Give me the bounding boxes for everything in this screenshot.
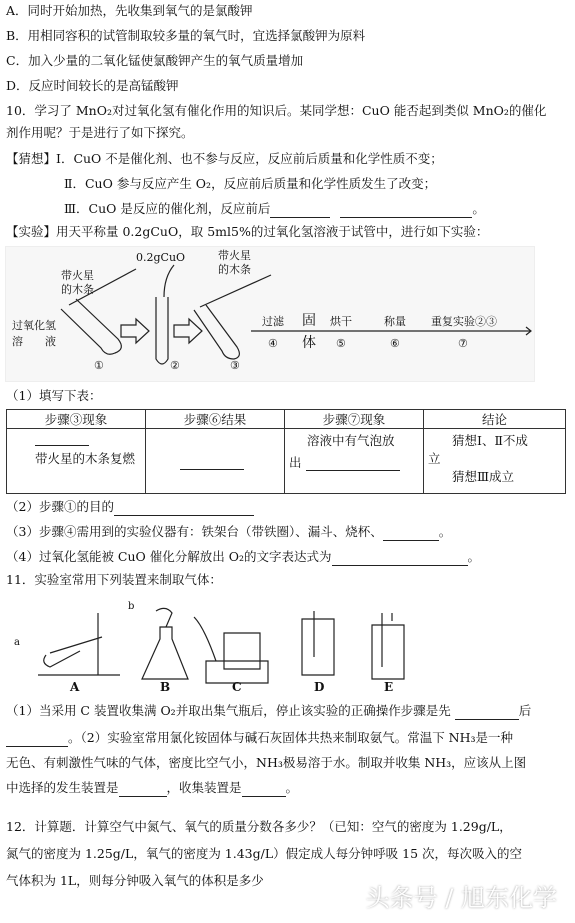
step-4-num: ④ <box>268 337 278 350</box>
step-2-num: ② <box>170 359 180 372</box>
q10-2-text: （2）步骤①的目的 <box>6 499 114 514</box>
device-a-flame <box>44 651 80 667</box>
q11-line-1-end: 后 <box>518 703 532 718</box>
table-header: 步骤⑥结果 <box>146 410 285 429</box>
table-header: 结论 <box>424 410 566 429</box>
device-label-b: B <box>160 680 171 694</box>
step-5-label: 烘干 <box>330 315 352 328</box>
q11-line-1-text: （1）当采用 C 装置收集满 O₂并取出集气瓶后，停止该实验的正确操作步骤是先 <box>6 703 451 718</box>
blank[interactable] <box>383 526 439 541</box>
h2o2-label-b: 溶 液 <box>12 335 56 348</box>
blank[interactable] <box>114 501 254 516</box>
experiment-label: 【实验】用天平称量 0.2gCuO，取 5ml5%的过氧化氢溶液于试管中，进行如下实验： <box>6 224 489 239</box>
blank[interactable] <box>270 203 330 218</box>
guess-3-text: Ⅲ．CuO 是反应的催化剂，反应前后 <box>64 201 271 216</box>
step-3-num: ③ <box>230 359 240 372</box>
q11-line-4c: 。 <box>285 780 299 795</box>
blank[interactable] <box>119 782 167 797</box>
guess-1: 【猜想】Ⅰ．CuO 不是催化剂、也不参与反应，反应前后质量和化学性质不变； <box>6 151 443 166</box>
option-d: D．反应时间较长的是高锰酸钾 <box>6 78 179 93</box>
device-d <box>302 611 334 675</box>
option-a: A．同时开始加热，先收集到氧气的是氯酸钾 <box>6 3 253 18</box>
q11-title: 11．实验室常用下列装置来制取气体： <box>6 572 222 587</box>
splint-label-2: 带火星 <box>218 249 251 262</box>
table-header: 步骤⑦现象 <box>285 410 424 429</box>
splint-label-2b: 的木条 <box>218 263 251 276</box>
q10-intro-1: 10．学习了 MnO₂对过氧化氢有催化作用的知识后。某同学想：CuO 能否起到类似 MnO₂的催化 <box>6 103 547 118</box>
guess-3: Ⅲ．CuO 是反应的催化剂，反应前后 。 <box>64 201 485 216</box>
step-6-label: 称量 <box>384 315 406 328</box>
table-cell <box>146 429 285 494</box>
q12-line-2: 氮气的密度为 1.25g/L，氧气的密度为 1.43g/L）假定成人每分钟呼吸 15 次，每次吸入的空 <box>6 846 522 861</box>
table-header: 步骤③现象 <box>7 410 146 429</box>
q10-3-text: （3）步骤④需用到的实验仪器有：铁架台（带铁圈）、漏斗、烧杯、 <box>6 524 383 539</box>
step-7-label: 重复实验②③ <box>431 315 497 328</box>
q11-line-4b: ，收集装置是 <box>166 780 242 795</box>
table-cell <box>7 429 146 494</box>
cuo-spatula <box>164 265 174 297</box>
cell-text: 出 <box>289 455 302 470</box>
experiment-figure <box>5 246 535 382</box>
cell-text: 溶液中有气泡放 <box>307 433 395 448</box>
solid-label-2: 体 <box>302 335 316 351</box>
q10-4: （4）过氧化氢能被 CuO 催化分解放出 O₂的文字表达式为 。 <box>6 549 481 564</box>
blank[interactable] <box>340 203 472 218</box>
splint-label-1b: 的木条 <box>61 283 94 296</box>
blank[interactable] <box>455 705 519 720</box>
apparatus-figure <box>10 597 410 694</box>
q10-3: （3）步骤④需用到的实验仪器有：铁架台（带铁圈）、漏斗、烧杯、 。 <box>6 524 452 539</box>
blank[interactable] <box>306 456 400 471</box>
q10-4-text: （4）过氧化氢能被 CuO 催化分解放出 O₂的文字表达式为 <box>6 549 332 564</box>
q10-2 <box>6 498 254 516</box>
watermark: 头条号 / 旭东化学 <box>365 884 557 912</box>
experiment-diagram <box>6 247 534 381</box>
step-7-num: ⑦ <box>458 337 468 350</box>
device-label-d: D <box>314 680 325 694</box>
blank[interactable] <box>6 732 68 747</box>
q12-line-3: 气体积为 1L，则每分钟吸入氧气的体积是多少 <box>6 873 264 888</box>
q11-line-2-text: 。（2）实验室常用氯化铵固体与碱石灰固体共热来制取氨气。常温下 NH₃是一种 <box>68 730 514 745</box>
solid-label-1: 固 <box>302 313 316 329</box>
cuo-label: 0.2gCuO <box>136 251 186 264</box>
device-label-c: C <box>232 680 242 694</box>
device-b-funnel <box>156 608 172 627</box>
q10-intro-2: 剂作用呢？于是进行了如下探究。 <box>6 125 194 140</box>
splint-2 <box>200 275 271 307</box>
step-4-label: 过滤 <box>262 315 284 328</box>
arrow-1 <box>121 319 149 343</box>
step-5-num: ⑤ <box>336 337 346 350</box>
device-label-a: A <box>70 680 80 694</box>
device-c-tube <box>194 617 216 661</box>
step-1-num: ① <box>94 359 104 372</box>
q11-line-1 <box>6 702 531 720</box>
splint-label-1: 带火星 <box>61 269 94 282</box>
q11-line-4 <box>6 779 298 797</box>
device-e <box>372 613 404 679</box>
mark-b: b <box>128 601 135 612</box>
arrow-2 <box>174 319 202 343</box>
cell-text: 猜想Ⅲ成立 <box>452 469 515 484</box>
blank[interactable] <box>35 431 89 446</box>
blank[interactable] <box>180 455 244 470</box>
q11-line-2 <box>6 729 513 747</box>
guess-2: Ⅱ．CuO 参与反应产生 O₂，反应前后质量和化学性质发生了改变； <box>64 176 437 191</box>
test-tube-2 <box>156 297 168 364</box>
device-b-flask <box>142 627 188 679</box>
blank[interactable] <box>332 551 468 566</box>
cell-text: 带火星的木条复燃 <box>35 451 136 466</box>
option-c: C．加入少量的二氧化锰使氯酸钾产生的氧气质量增加 <box>6 53 304 68</box>
q11-line-4a: 中选择的发生装置是 <box>6 780 119 795</box>
test-tube-1 <box>61 299 121 354</box>
cell-text: 立 <box>428 451 441 466</box>
apparatus-diagram <box>10 597 410 694</box>
blank[interactable] <box>242 782 286 797</box>
device-a-stand <box>38 613 120 675</box>
option-b: B．用相同容积的试管制取较多量的氧气时，宜选择氯酸钾为原料 <box>6 28 366 43</box>
table-cell <box>285 429 424 494</box>
step-6-num: ⑥ <box>390 337 400 350</box>
cell-text: 猜想Ⅰ、Ⅱ不成 <box>452 433 528 448</box>
q11-line-3: 无色、有刺激性气味的气体，密度比空气小，NH₃极易溶于水。制取并收集 NH₃，应该从上图 <box>6 755 527 770</box>
result-table <box>6 409 566 494</box>
device-label-e: E <box>384 680 394 694</box>
device-c-bottle <box>224 633 260 669</box>
table-cell <box>424 429 566 494</box>
mark-a: a <box>14 637 20 648</box>
q12-line-1: 12．计算题．计算空气中氮气、氧气的质量分数各多少？（已知：空气的密度为 1.29g/L， <box>6 819 512 834</box>
h2o2-label: 过氧化氢 <box>12 319 56 332</box>
fill-table-prompt: （1）填写下表： <box>6 388 102 403</box>
